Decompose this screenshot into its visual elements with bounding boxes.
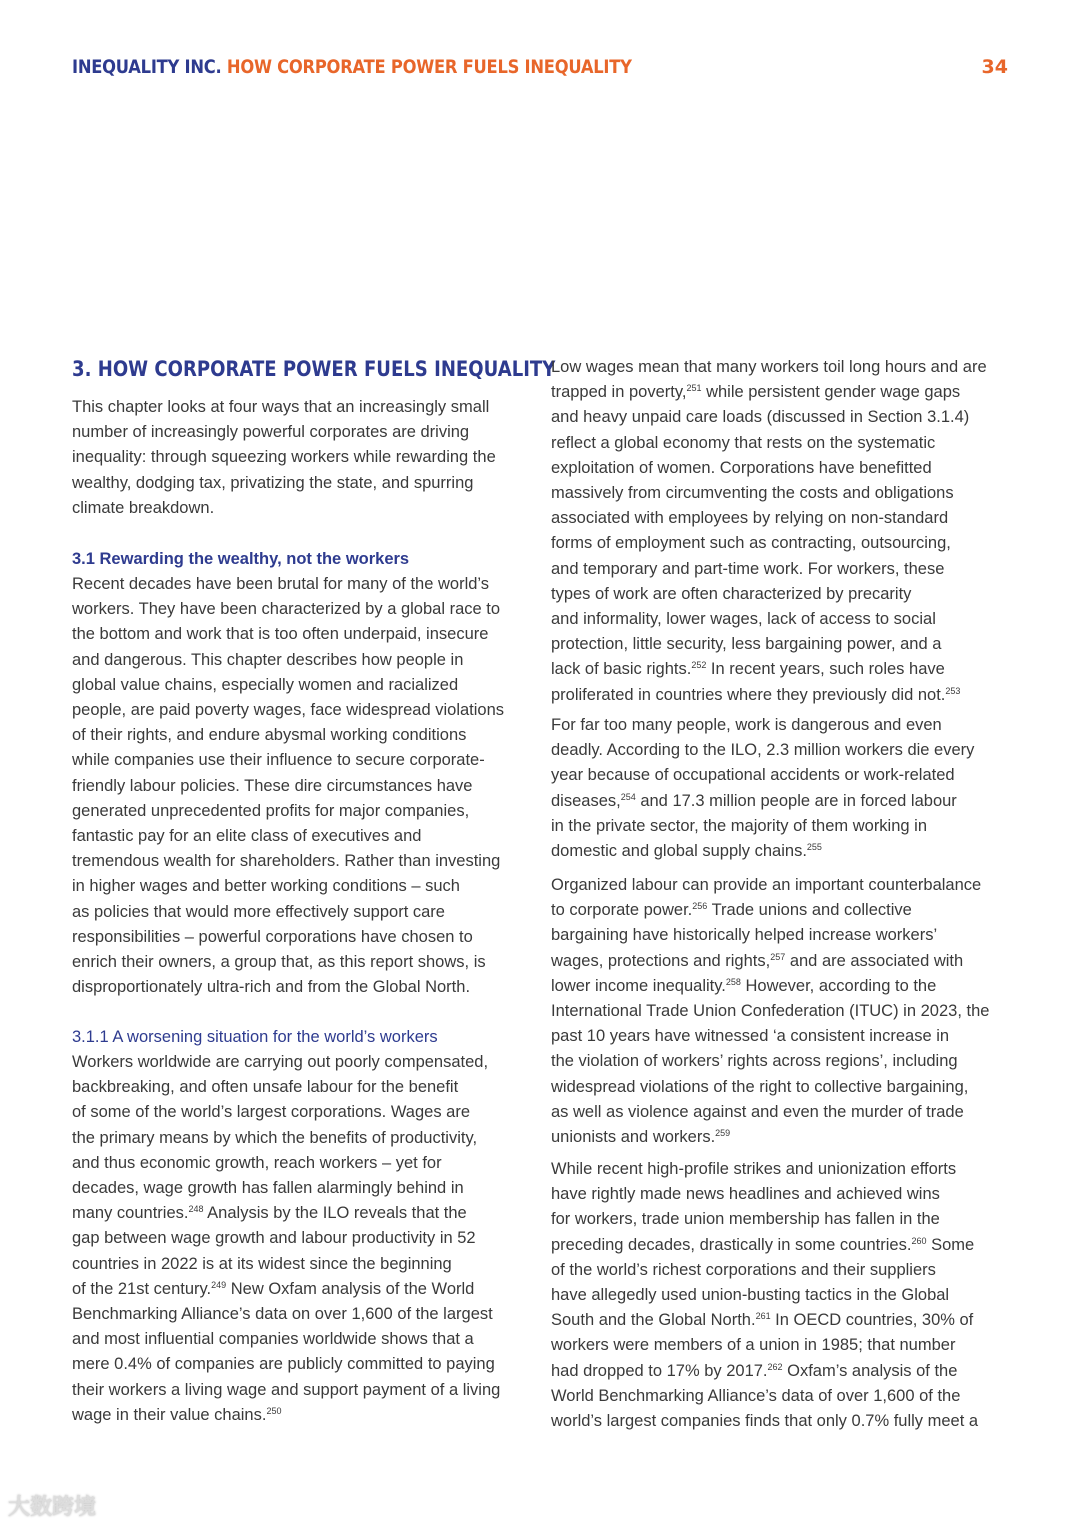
text-line: to corporate power.$^{256}$ Trade unions and collective — [551, 901, 912, 920]
footnote-ref[interactable]: 256 — [692, 901, 708, 912]
chapter-title: HOW CORPORATE POWER FUELS INEQUALITY — [226, 56, 632, 78]
text-line: backbreaking, and often unsafe labour for the benefit — [72, 1078, 459, 1097]
text-line: International Trade Union Confederation (ITUC) in 2023, the — [551, 1002, 990, 1021]
text-line: While recent high-profile strikes and unionization efforts — [551, 1160, 957, 1178]
footnote-ref[interactable]: 248 — [188, 1204, 204, 1215]
text-line: year because of occupational accidents or work-related — [551, 766, 955, 785]
text-line: in higher wages and better working conditions – such — [72, 877, 460, 896]
text-line: Low wages mean that many workers toil long hours and are — [551, 358, 987, 376]
text-line: wealthy, dodging tax, privatizing the state, and spurring — [72, 473, 474, 492]
text-line: for workers, trade union membership has fallen in the — [551, 1210, 940, 1229]
text-line: gap between wage growth and labour productivity in 52 — [72, 1229, 476, 1248]
text-line: widespread violations of the right to collective bargaining, — [551, 1077, 969, 1096]
text-line: inequality: through squeezing workers while rewarding the — [72, 448, 496, 467]
text-line: lower income inequality.$^{258}$ However, according to the — [551, 976, 937, 995]
subheading-worsening: 3.1.1 A worsening situation for the world’s workers — [72, 1028, 438, 1046]
footnote-ref[interactable]: 254 — [620, 791, 636, 802]
dangerous-work-paragraph — [551, 713, 974, 864]
text-line: For far too many people, work is dangerous and even — [551, 716, 942, 734]
rewarding-paragraph — [72, 572, 504, 1000]
text-line: as well as violence against and even the murder of trade — [551, 1102, 964, 1121]
text-line: proliferated in countries where they previously did not.$^{253}$ — [551, 685, 961, 704]
text-line: protection, little security, less bargaining power, and a — [551, 635, 942, 654]
footnote-ref[interactable]: 259 — [715, 1128, 731, 1139]
text-line: and heavy unpaid care loads (discussed in Section 3.1.4) — [551, 408, 970, 427]
text-line: countries in 2022 is at its widest since the beginning — [72, 1254, 452, 1273]
text-line: fantastic pay for an elite class of executives and — [72, 827, 422, 846]
footnote-ref[interactable]: 252 — [691, 660, 707, 671]
text-line: and temporary and part-time work. For workers, these — [551, 559, 945, 578]
subheading-rewarding: 3.1 Rewarding the wealthy, not the workers — [72, 550, 410, 568]
text-line: have allegedly used union-busting tactics in the Global — [551, 1286, 950, 1305]
text-line: Benchmarking Alliance’s data on over 1,600 of the largest — [72, 1305, 493, 1324]
footnote-ref[interactable]: 260 — [911, 1235, 927, 1246]
worsening-paragraph — [72, 1050, 500, 1428]
text-line: and thus economic growth, reach workers – yet for — [72, 1153, 442, 1172]
footnote-ref[interactable]: 255 — [806, 842, 822, 853]
text-line: global value chains, especially women and racialized — [72, 675, 459, 694]
text-line: as policies that would more effectively support care — [72, 902, 445, 921]
text-line: mere 0.4% of companies are publicly committed to paying — [72, 1355, 495, 1374]
running-header — [72, 56, 632, 78]
text-line: unionists and workers.$^{259}$ — [551, 1128, 731, 1147]
text-line: deadly. According to the ILO, 2.3 million workers die every — [551, 741, 975, 760]
text-line: while companies use their influence to secure corporate- — [72, 751, 485, 770]
text-line: and dangerous. This chapter describes how people in — [72, 650, 464, 669]
page-number: 34 — [981, 56, 1008, 78]
text-line: disproportionately ultra-rich and from the Global North. — [72, 978, 471, 997]
text-line: friendly labour policies. These dire circumstances have — [72, 776, 473, 795]
report-title: INEQUALITY INC. — [72, 56, 222, 78]
text-line: enrich their owners, a group that, as this report shows, is — [72, 953, 486, 972]
text-line: exploitation of women. Corporations have benefitted — [551, 458, 932, 477]
text-line: the violation of workers’ rights across regions’, including — [551, 1052, 958, 1071]
text-line: World Benchmarking Alliance’s data of over 1,600 of the — [551, 1386, 961, 1405]
footnote-ref[interactable]: 257 — [770, 951, 786, 962]
footnote-ref[interactable]: 261 — [755, 1311, 771, 1322]
footnote-ref[interactable]: 258 — [725, 976, 741, 987]
text-line: their workers a living wage and support payment of a living — [72, 1380, 501, 1399]
text-line: generated unprecedented profits for major companies, — [72, 801, 470, 820]
text-line: preceding decades, drastically in some countries.$^{260}$ Some — [551, 1235, 975, 1254]
text-line: Organized labour can provide an important counterbalance — [551, 876, 982, 894]
text-line: wage in their value chains.$^{250}$ — [72, 1405, 282, 1424]
text-line: wages, protections and rights,$^{257}$ and are associated with — [551, 951, 964, 970]
text-line: responsibilities – powerful corporations have chosen to — [72, 927, 473, 946]
intro-paragraph — [72, 395, 496, 521]
section-heading: 3. HOW CORPORATE POWER FUELS INEQUALITY — [72, 357, 556, 381]
strikes-paragraph — [551, 1157, 978, 1434]
text-line: reflect a global economy that rests on the systematic — [551, 433, 936, 452]
text-line: Recent decades have been brutal for many of the world’s — [72, 575, 490, 593]
text-line: associated with employees by relying on non-standard — [551, 509, 949, 528]
text-line: and informality, lower wages, lack of access to social — [551, 610, 936, 629]
text-line: of the 21st century.$^{249}$ New Oxfam analysis of the World — [72, 1279, 475, 1298]
text-line: South and the Global North.$^{261}$ In OECD countries, 30% of — [551, 1311, 974, 1330]
footnote-ref[interactable]: 253 — [945, 685, 961, 696]
text-line: This chapter looks at four ways that an increasingly small — [72, 398, 490, 416]
text-line: forms of employment such as contracting, outsourcing, — [551, 534, 951, 553]
text-line: bargaining have historically helped increase workers’ — [551, 926, 938, 945]
footnote-ref[interactable]: 249 — [211, 1279, 227, 1290]
text-line: number of increasingly powerful corporates are driving — [72, 423, 470, 442]
text-line: tremendous wealth for shareholders. Rather than investing — [72, 852, 501, 871]
text-line: climate breakdown. — [72, 498, 215, 517]
footnote-ref[interactable]: 251 — [686, 383, 702, 394]
organized-labour-paragraph — [551, 873, 989, 1150]
footnote-ref[interactable]: 262 — [767, 1361, 783, 1372]
text-line: of some of the world’s largest corporations. Wages are — [72, 1103, 471, 1122]
text-line: diseases,$^{254}$ and 17.3 million people are in forced labour — [551, 791, 957, 810]
text-line: massively from circumventing the costs and obligations — [551, 484, 954, 503]
low-wages-paragraph — [551, 355, 987, 708]
text-line: the bottom and work that is too often underpaid, insecure — [72, 625, 489, 644]
text-line: had dropped to 17% by 2017.$^{262}$ Oxfam’s analysis of the — [551, 1361, 958, 1380]
text-line: in the private sector, the majority of them working in — [551, 816, 928, 835]
text-line: have rightly made news headlines and achieved wins — [551, 1185, 940, 1204]
text-line: workers were members of a union in 1985; that number — [551, 1336, 956, 1355]
text-line: world’s largest companies finds that only 0.7% fully meet a — [551, 1412, 979, 1431]
text-line: workers. They have been characterized by a global race to — [72, 600, 501, 619]
watermark-logo: 大数跨境 — [8, 1494, 97, 1519]
text-line: of their rights, and endure abysmal working conditions — [72, 726, 467, 745]
text-line: lack of basic rights.$^{252}$ In recent years, such roles have — [551, 660, 945, 679]
text-line: and most influential companies worldwide shows that a — [72, 1330, 474, 1349]
text-line: the primary means by which the benefits of productivity, — [72, 1128, 478, 1147]
text-line: decades, wage growth has fallen alarmingly behind in — [72, 1179, 464, 1198]
footnote-ref[interactable]: 250 — [266, 1405, 282, 1416]
text-line: of the world’s richest corporations and their suppliers — [551, 1260, 936, 1279]
text-line: types of work are often characterized by precarity — [551, 584, 912, 603]
text-line: domestic and global supply chains.$^{255}$ — [551, 842, 822, 861]
text-line: past 10 years have witnessed ‘a consistent increase in — [551, 1027, 950, 1046]
text-line: trapped in poverty,$^{251}$ while persistent gender wage gaps — [551, 383, 961, 402]
text-line: many countries.$^{248}$ Analysis by the ILO reveals that the — [72, 1204, 467, 1223]
text-line: Workers worldwide are carrying out poorly compensated, — [72, 1053, 489, 1071]
text-line: people, are paid poverty wages, face widespread violations — [72, 701, 505, 720]
